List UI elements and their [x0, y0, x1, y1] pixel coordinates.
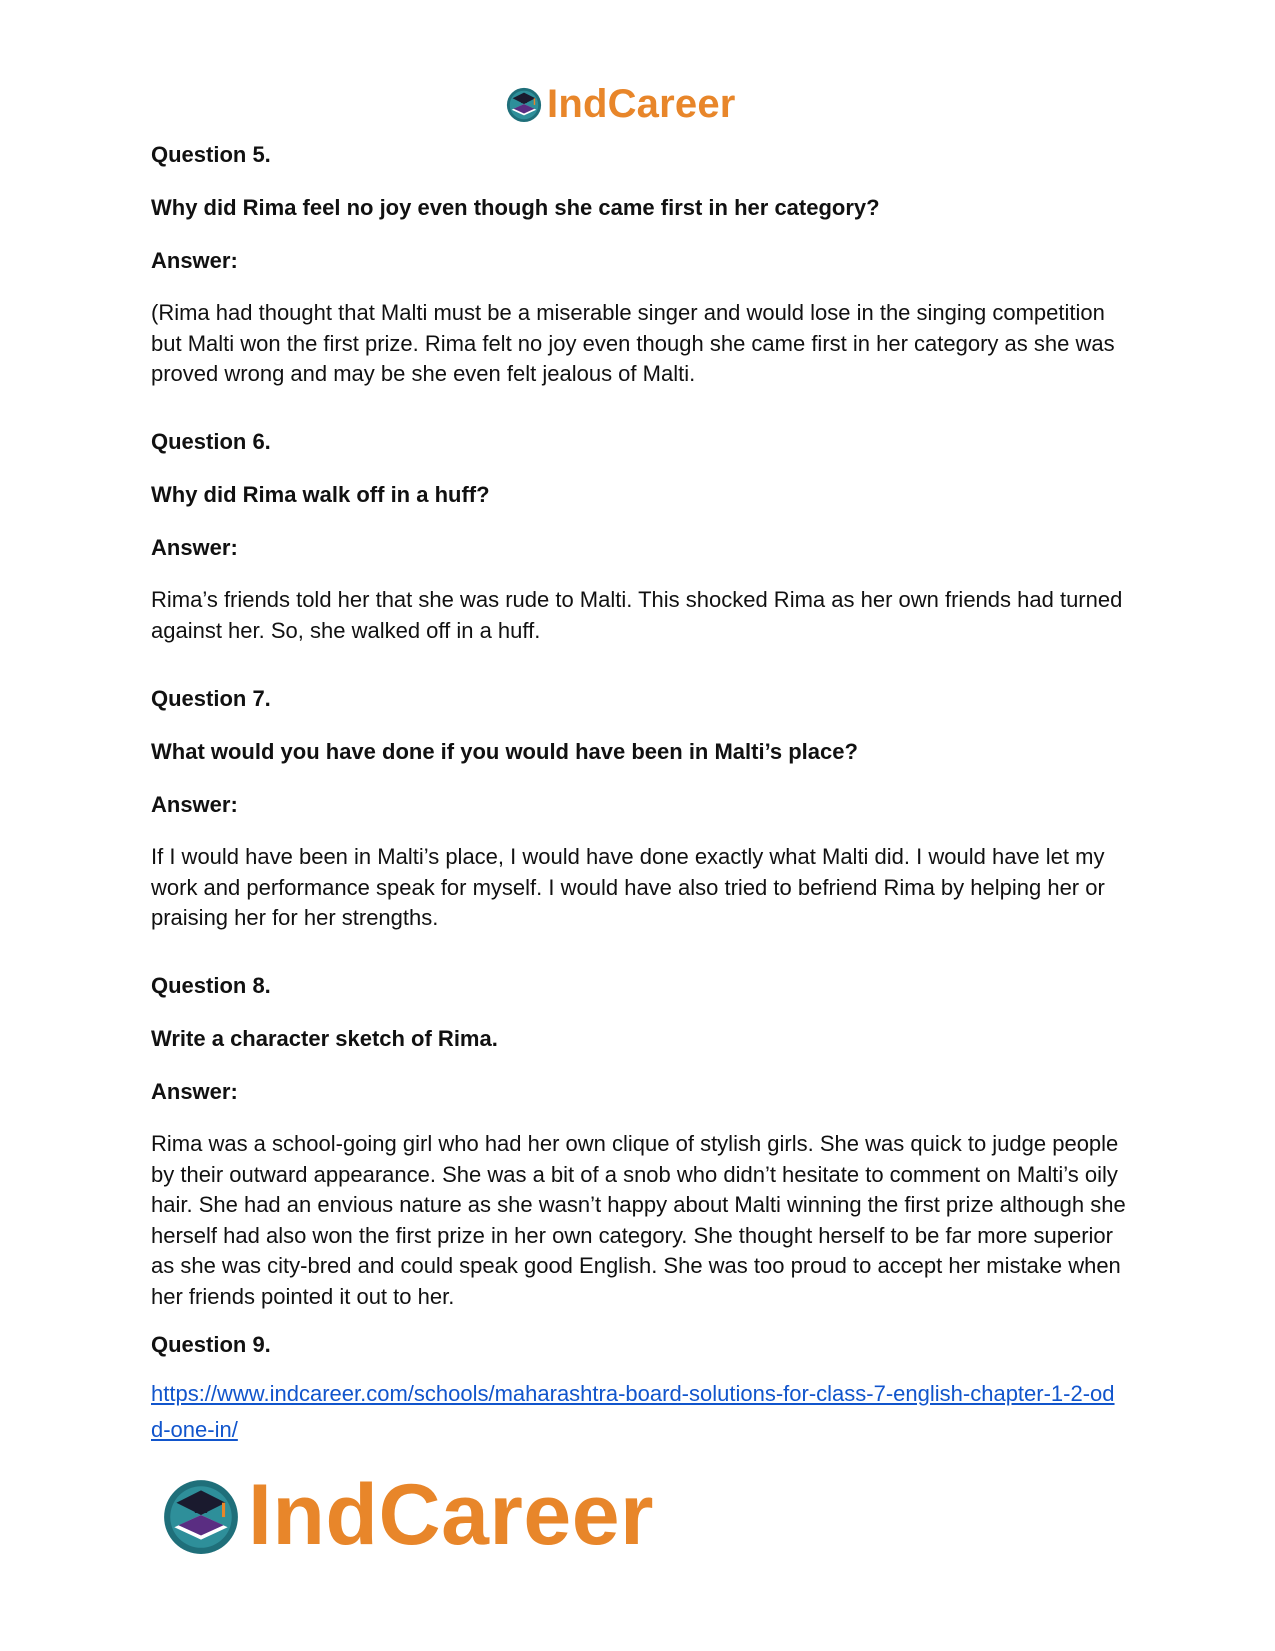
answer-label: Answer: — [151, 792, 238, 817]
graduation-cap-book-icon — [160, 1474, 242, 1556]
question-text: Why did Rima feel no joy even though she came first in her category? — [151, 195, 880, 220]
question-label: Question 7. — [151, 686, 271, 711]
qa-section-5 — [151, 140, 1141, 390]
brand-wordmark: IndCareer — [248, 1467, 654, 1563]
graduation-cap-book-icon — [505, 85, 543, 123]
answer-text: Rima’s friends told her that she was rude to Malti. This shocked Rima as her own friends had turned against her. So, she walked off in a huff. — [151, 587, 1123, 643]
qa-section-8 — [151, 971, 1141, 1312]
answer-label: Answer: — [151, 535, 238, 560]
answer-label: Answer: — [151, 248, 238, 273]
question-text: Why did Rima walk off in a huff? — [151, 482, 490, 507]
answer-text: (Rima had thought that Malti must be a miserable singer and would lose in the singing competition but Malti won the first prize. Rima felt no joy even though she came first in her category as she was proved wrong and may be she even felt jealous of Malti. — [151, 300, 1115, 386]
question-text: Write a character sketch of Rima. — [151, 1026, 498, 1051]
answer-label: Answer: — [151, 1079, 238, 1104]
answer-text: If I would have been in Malti’s place, I would have done exactly what Malti did. I would have let my work and performance speak for myself. I would have also tried to befriend Rima by helping her or praising her for her strengths. — [151, 844, 1105, 930]
qa-section-9 — [151, 1330, 1141, 1448]
question-label: Question 5. — [151, 142, 271, 167]
qa-section-6 — [151, 427, 1141, 646]
footer-logo — [160, 1467, 654, 1563]
brand-wordmark: IndCareer — [547, 82, 736, 126]
qa-section-7 — [151, 684, 1141, 934]
question-label: Question 9. — [151, 1332, 271, 1357]
question-label: Question 6. — [151, 429, 271, 454]
source-link[interactable]: https://www.indcareer.com/schools/maharashtra-board-solutions-for-class-7-english-chapter-1-2-odd-one-in/ — [151, 1381, 1115, 1442]
question-text: What would you have done if you would have been in Malti’s place? — [151, 739, 858, 764]
question-label: Question 8. — [151, 973, 271, 998]
answer-text: Rima was a school-going girl who had her own clique of stylish girls. She was quick to judge people by their outward appearance. She was a bit of a snob who didn’t hesitate to comment on Malti’s oily hair. She had an envious nature as she wasn’t happy about Malti winning the first prize although she herself had also won the first prize in her own category. She thought herself to be far more superior as she was city-bred and could speak good English. She was too proud to accept her mistake when her friends pointed it out to her. — [151, 1131, 1126, 1309]
header-logo — [505, 82, 736, 126]
